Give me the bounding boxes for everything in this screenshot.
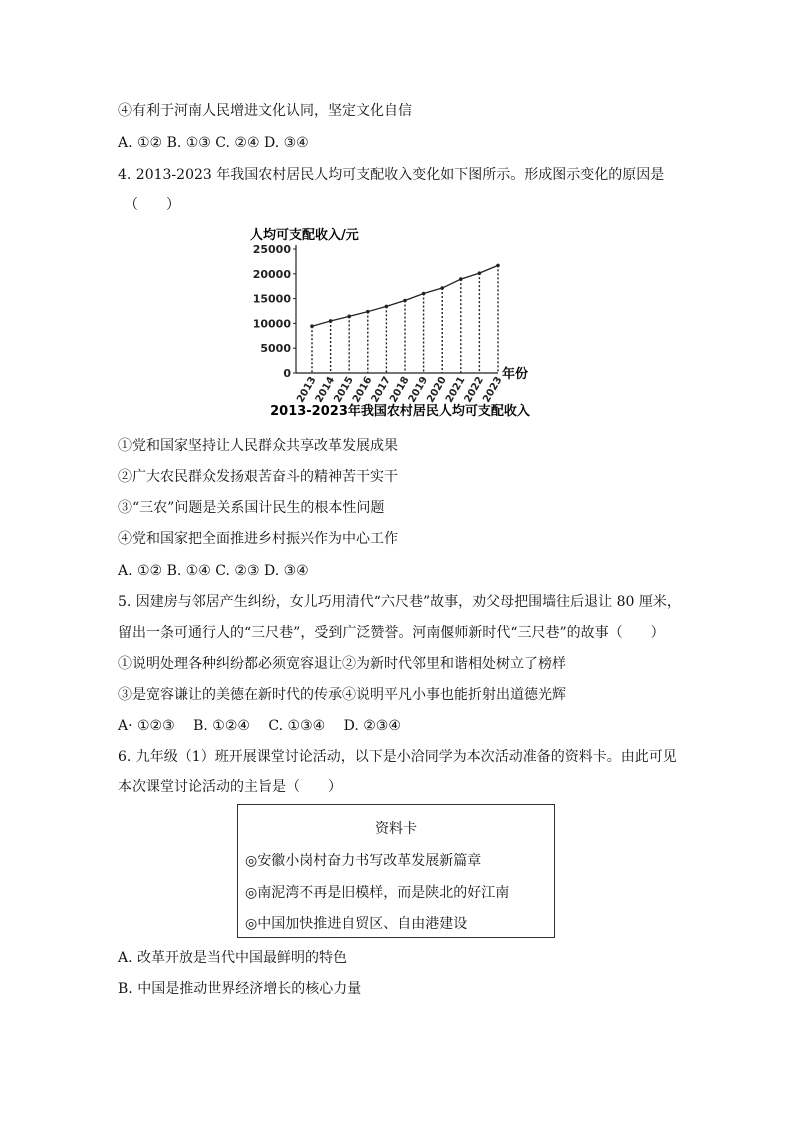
y-tick-label: 25000 <box>252 243 291 256</box>
question-5-line-2: 留出一条可通行人的“三尺巷”，受到广泛赞誉。河南偃师新时代“三尺巷”的故事（ ） <box>118 625 665 641</box>
y-tick-label: 15000 <box>252 292 291 306</box>
question-4-bracket: （ ） <box>124 197 180 213</box>
data-point <box>385 305 389 309</box>
y-tick-label: 10000 <box>252 317 291 331</box>
x-tick-label: 2015 <box>332 375 356 405</box>
option-2-text: ②广大农民群众发扬艰苦奋斗的精神苦干实干 <box>118 469 398 485</box>
data-point <box>478 271 482 275</box>
answer-option-b: B. 中国是推动世界经济增长的核心力量 <box>118 981 362 997</box>
chart-ylabel: 人均可支配收入/元 <box>250 228 359 243</box>
y-tick-label: 5000 <box>260 342 291 356</box>
x-tick-label: 2023 <box>481 375 505 405</box>
x-tick-label: 2013 <box>295 375 319 405</box>
chart-title: 2013-2023年我国农村居民人均可支配收入 <box>270 404 530 419</box>
question-5-options-1: ①说明处理各种纠纷都必须宽容退让②为新时代邻里和谐相处树立了榜样 <box>118 656 566 672</box>
x-tick-label: 2017 <box>369 375 393 405</box>
option-1-text: ①党和国家坚持让人民群众共享改革发展成果 <box>118 438 398 454</box>
answer-choices-q5: A· ①②③ B. ①②④ C. ①③④ D. ②③④ <box>118 718 401 734</box>
data-point <box>459 277 463 281</box>
x-tick-label: 2020 <box>425 375 449 405</box>
answer-choices-q3: A. ①② B. ①③ C. ②④ D. ③④ <box>118 135 309 151</box>
option-4-text-q4: ④党和国家把全面推进乡村振兴作为中心工作 <box>118 531 398 547</box>
data-point <box>347 315 351 319</box>
question-5-options-2: ③是宽容谦让的美德在新时代的传承④说明平凡小事也能折射出道德光辉 <box>118 687 566 703</box>
question-5-line-1: 5. 因建房与邻居产生纠纷，女儿巧用清代“六尺巷”故事，劝父母把围墙往后退让 80 厘米， <box>118 594 681 610</box>
x-tick-label: 2016 <box>350 375 375 405</box>
data-point <box>329 319 333 323</box>
chart-xlabel: 年份 <box>502 367 529 382</box>
option-3-text: ③“三农”问题是关系国计民生的根本性问题 <box>118 500 385 516</box>
x-tick-label: 2022 <box>462 375 486 405</box>
answer-option-a: A. 改革开放是当代中国最鲜明的特色 <box>118 950 348 966</box>
data-point <box>496 264 500 268</box>
question-6-line-2: 本次课堂讨论活动的主旨是（ ） <box>118 779 342 795</box>
question-4-stem: 4. 2013-2023 年我国农村居民人均可支配收入变化如下图所示。形成图示变化的原因是 <box>118 167 665 183</box>
y-tick-label: 20000 <box>252 267 291 281</box>
x-tick-label: 2014 <box>313 375 338 405</box>
question-6-line-1: 6. 九年级（1）班开展课堂讨论活动，以下是小洽同学为本次活动准备的资料卡。由此可见 <box>118 749 677 765</box>
income-chart <box>240 222 560 427</box>
resource-card-item: ◎中国加快推进自贸区、自由港建设 <box>245 916 468 932</box>
x-tick-label: 2021 <box>443 375 468 405</box>
data-point <box>422 292 426 296</box>
data-point <box>366 310 370 314</box>
resource-card-item: ◎安徽小岗村奋力书写改革发展新篇章 <box>245 853 482 869</box>
x-tick-label: 2018 <box>388 375 412 405</box>
data-point <box>440 286 444 290</box>
data-point <box>310 324 314 328</box>
x-tick-label: 2019 <box>406 375 431 405</box>
income-chart-svg <box>240 222 560 427</box>
resource-card-header: 资料卡 <box>375 821 417 837</box>
resource-card-item: ◎南泥湾不再是旧模样，而是陕北的好江南 <box>245 885 510 901</box>
option-4-text: ④有利于河南人民增进文化认同，坚定文化自信 <box>118 103 412 119</box>
data-point <box>403 299 407 303</box>
resource-card <box>237 804 555 938</box>
answer-choices-q4: A. ①② B. ①④ C. ②③ D. ③④ <box>118 563 309 579</box>
y-tick-label: 0 <box>283 367 291 380</box>
